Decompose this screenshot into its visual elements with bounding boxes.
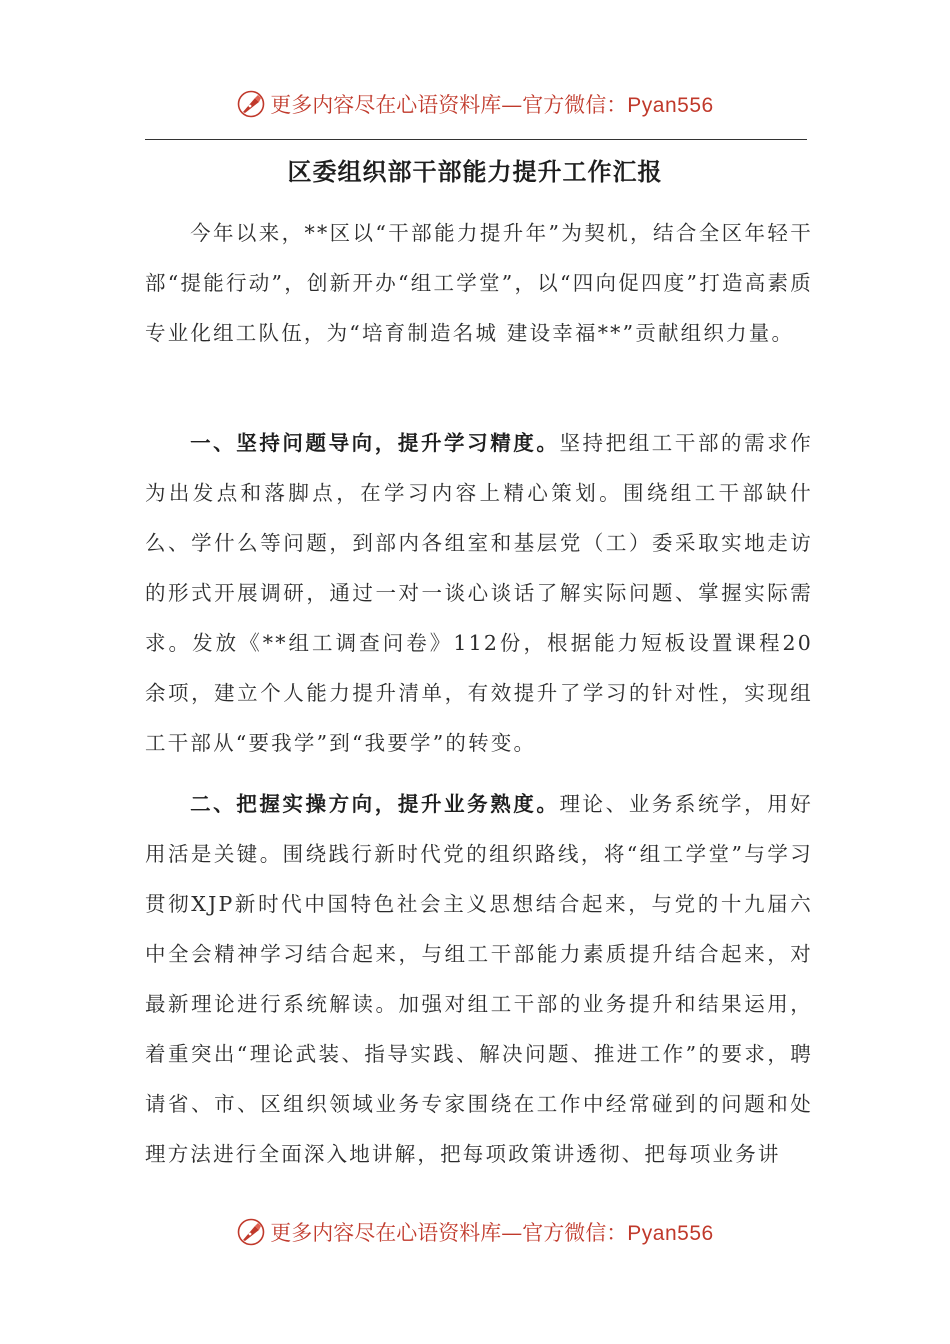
footer-banner xyxy=(0,1210,950,1254)
paragraph-body: 坚持把组工干部的需求作为出发点和落脚点，在学习内容上精心策划。围绕组工干部缺什么、学什么等问题，到部内各组室和基层党（工）委采取实地走访的形式开展调研，通过一对一谈心谈话了解实际问题、掌握实际需求。发放《**组工调查问卷》112份，根据能力短板设置课程20余项，建立个人能力提升清单，有效提升了学习的针对性，实现组工干部从“要我学”到“我要学”的转变。 xyxy=(145,431,813,755)
banner-text: 更多内容尽在心语资料库—官方微信：Pyan556 xyxy=(270,1221,714,1245)
pen-nib-logo-icon xyxy=(236,89,266,119)
header-divider xyxy=(145,139,807,140)
paragraph-intro xyxy=(145,208,813,358)
wechat-id: Pyan556 xyxy=(627,94,714,117)
header-banner xyxy=(0,82,950,126)
paragraph-body: 今年以来，**区以“干部能力提升年”为契机，结合全区年轻干部“提能行动”，创新开办“组工学堂”，以“四向促四度”打造高素质专业化组工队伍，为“培育制造名城 建设幸福**”贡献组织力量。 xyxy=(145,221,813,345)
paragraph-section-2 xyxy=(145,779,813,1179)
pen-nib-logo-icon xyxy=(236,1217,266,1247)
section-heading: 二、把握实操方向，提升业务熟度。 xyxy=(190,792,560,816)
paragraph-section-1 xyxy=(145,418,813,768)
banner-text: 更多内容尽在心语资料库—官方微信：Pyan556 xyxy=(270,93,714,117)
document-title: 区委组织部干部能力提升工作汇报 xyxy=(287,157,663,186)
wechat-id: Pyan556 xyxy=(627,1222,714,1245)
section-heading: 一、坚持问题导向，提升学习精度。 xyxy=(190,431,560,455)
paragraph-body: 理论、业务系统学，用好用活是关键。围绕践行新时代党的组织路线，将“组工学堂”与学习贯彻XJP新时代中国特色社会主义思想结合起来，与党的十九届六中全会精神学习结合起来，与组工干部能力素质提升结合起来，对最新理论进行系统解读。加强对组工干部的业务提升和结果运用，着重突出“理论武装、指导实践、解决问题、推进工作”的要求，聘请省、市、区组织领域业务专家围绕在工作中经常碰到的问题和处理方法进行全面深入地讲解，把每项政策讲透彻、把每项业务讲 xyxy=(145,792,813,1166)
